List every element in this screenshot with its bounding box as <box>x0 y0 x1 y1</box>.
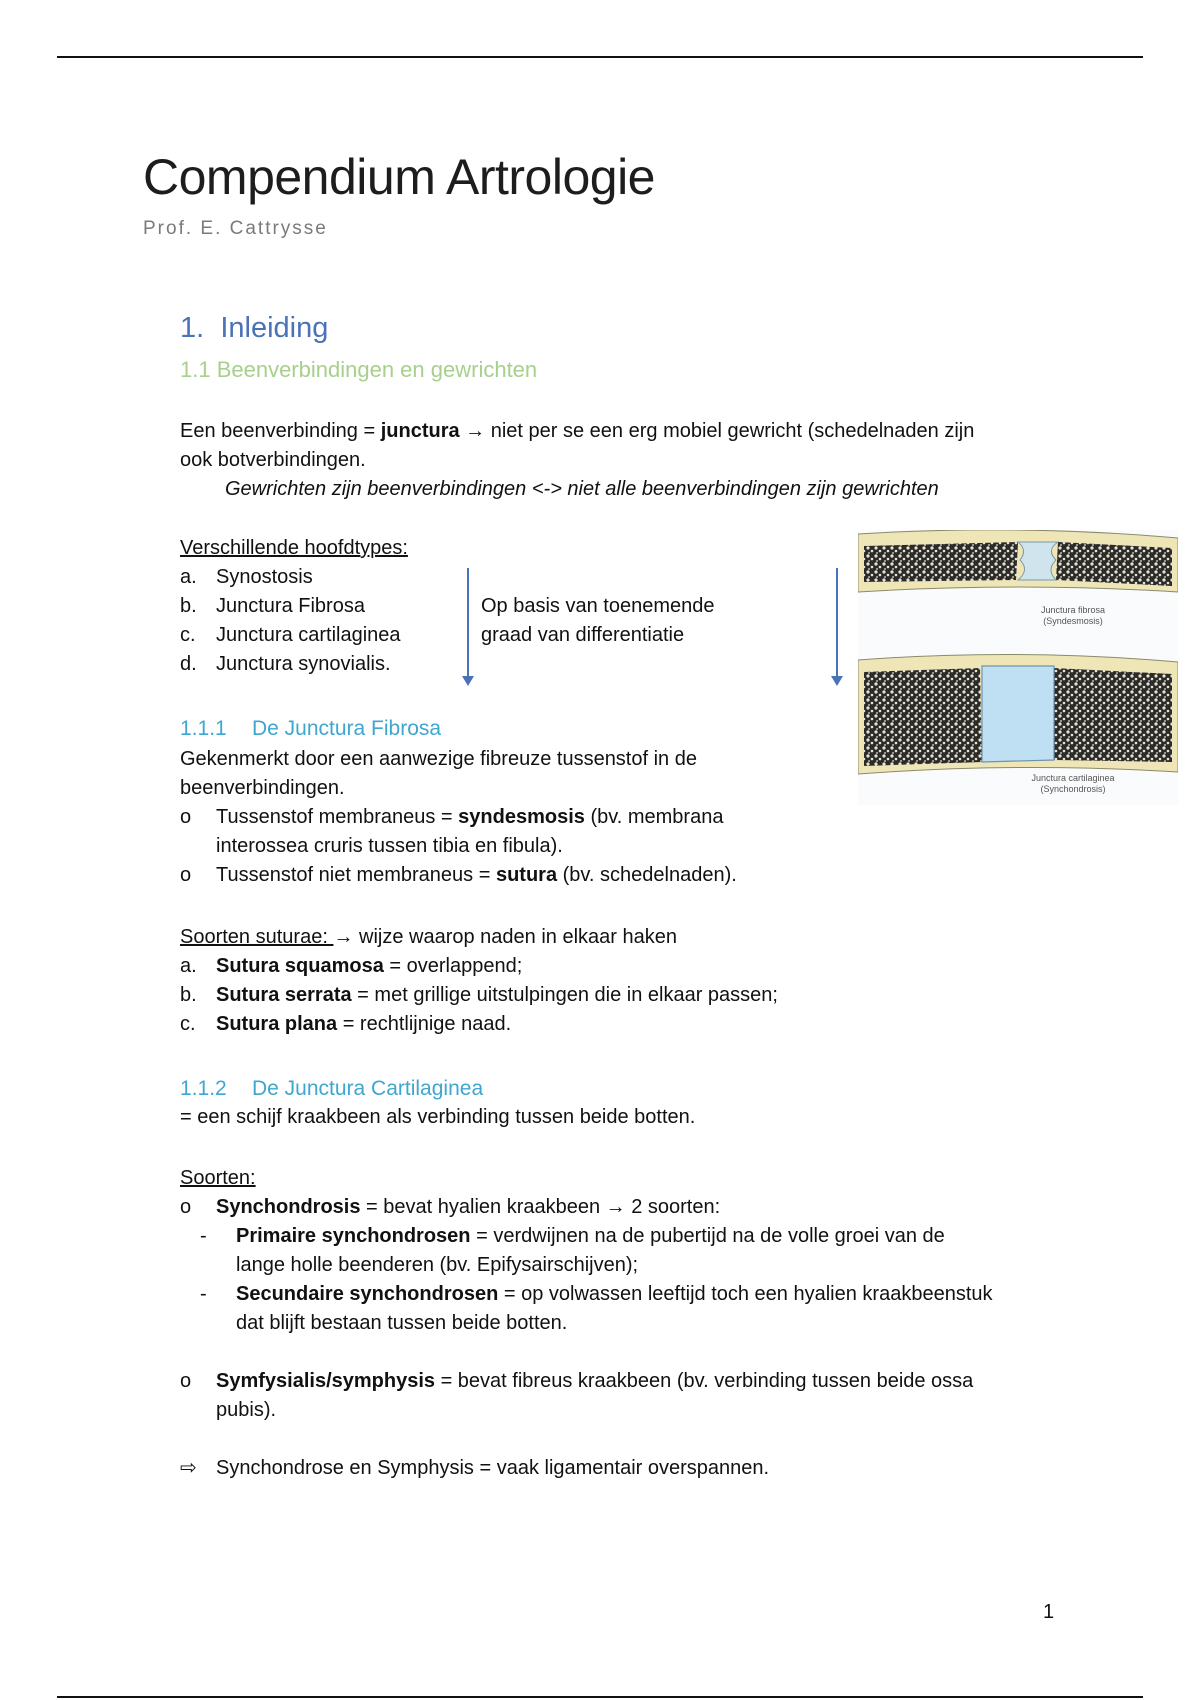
fibrosa-desc-2: beenverbindingen. <box>180 777 345 799</box>
list-marker: c. <box>180 624 196 646</box>
list-item <box>180 952 1080 981</box>
list-text: Tussenstof niet membraneus = <box>216 864 496 886</box>
list-text: = overlappend; <box>383 955 523 977</box>
figure-label-bottom-1: Junctura cartilaginea <box>1031 773 1115 783</box>
list-item <box>180 1193 1100 1222</box>
bottom-rule <box>57 1696 1143 1698</box>
list-marker: o <box>180 1370 192 1392</box>
list-marker: o <box>180 806 192 828</box>
heading-1-title: Inleiding <box>220 312 329 344</box>
list-marker: d. <box>180 653 197 675</box>
list-bold: Symfysialis/symphysis <box>216 1370 436 1392</box>
list-text: = op volwassen leeftijd toch een hyalien kraakbeenstuk <box>498 1283 993 1305</box>
heading-1-1-2-title: De Junctura Cartilaginea <box>252 1077 484 1100</box>
list-text-continued: dat blijft bestaan tussen beide botten. <box>236 1312 568 1334</box>
intro-text-b: → niet per se een erg mobiel gewricht (schedelnaden zijn <box>459 420 975 442</box>
note-line-2: graad van differentiatie <box>481 624 685 646</box>
list-item <box>180 1010 1080 1039</box>
figure-label-bottom <box>998 773 1148 795</box>
list-text: Tussenstof membraneus = <box>216 806 459 828</box>
intro-bold: junctura <box>380 420 460 442</box>
soorten-block <box>180 1164 1100 1483</box>
page-number: 1 <box>1043 1601 1055 1623</box>
list-marker: a. <box>180 566 197 588</box>
list-item <box>180 1280 1100 1338</box>
intro-italic: Gewrichten zijn beenverbindingen <-> niet alle beenverbindingen zijn gewrichten <box>225 478 939 500</box>
list-bold: Sutura serrata <box>216 984 352 1006</box>
fibrosa-desc-1: Gekenmerkt door een aanwezige fibreuze tussenstof in de <box>180 748 697 770</box>
list-item <box>180 981 1080 1010</box>
list-text: Synostosis <box>216 566 313 588</box>
list-marker: - <box>200 1283 207 1305</box>
list-text: (bv. schedelnaden). <box>557 864 737 886</box>
figure-label-bottom-2: (Synchondrosis) <box>1040 784 1106 794</box>
list-text-continued: lange holle beenderen (bv. Epifysairschijven); <box>236 1254 639 1276</box>
suturae-heading: Soorten suturae: <box>180 926 334 948</box>
list-bold: syndesmosis <box>458 806 585 828</box>
list-bold: Primaire synchondrosen <box>236 1225 471 1247</box>
heading-1 <box>180 312 328 345</box>
list-text: = bevat fibreus kraakbeen (bv. verbinding tussen beide ossa <box>435 1370 974 1392</box>
conclusion-item <box>180 1454 1100 1483</box>
note-line-1: Op basis van toenemende <box>481 595 715 617</box>
list-marker: a. <box>180 955 197 977</box>
cartilaginea-desc: = een schijf kraakbeen als verbinding tussen beide botten. <box>180 1106 696 1128</box>
list-bold: Sutura squamosa <box>216 955 384 977</box>
list-text: (bv. membrana <box>584 806 724 828</box>
list-text: Junctura Fibrosa <box>216 595 365 617</box>
figure-label-top-2: (Syndesmosis) <box>1043 616 1103 626</box>
list-marker: c. <box>180 1013 196 1035</box>
heading-1-1-2 <box>180 1077 483 1101</box>
junctura-illustration-svg <box>858 530 1178 805</box>
differentiation-arrow-left <box>467 568 469 680</box>
list-item <box>180 1222 1100 1280</box>
list-text: = verdwijnen na de pubertijd na de volle groei van de <box>470 1225 945 1247</box>
figure-label-top <box>998 605 1148 627</box>
heading-1-1-2-number: 1.1.2 <box>180 1077 227 1100</box>
conclusion-arrow-icon: ⇨ <box>180 1457 197 1479</box>
intro-text-a: Een beenverbinding = <box>180 420 381 442</box>
list-bold: sutura <box>495 864 558 886</box>
figure-label-top-1: Junctura fibrosa <box>1040 605 1106 615</box>
list-bold: Secundaire synchondrosen <box>236 1283 499 1305</box>
list-bold: Sutura plana <box>216 1013 338 1035</box>
heading-1-1-1-title: De Junctura Fibrosa <box>252 717 442 740</box>
differentiation-arrow-right <box>836 568 838 680</box>
heading-1-1-1-number: 1.1.1 <box>180 717 227 740</box>
list-text: = met grillige uitstulpingen die in elkaar passen; <box>351 984 778 1006</box>
differentiation-note <box>481 592 781 650</box>
list-item <box>180 803 820 861</box>
heading-1-1-1 <box>180 717 441 741</box>
heading-1-number: 1. <box>180 312 205 344</box>
list-text: = bevat hyalien kraakbeen → 2 soorten: <box>360 1196 721 1218</box>
list-marker: - <box>200 1225 207 1247</box>
list-item <box>180 1367 1100 1425</box>
document-title: Compendium Artrologie <box>143 149 655 205</box>
fibrosa-block <box>180 745 820 890</box>
list-text: Junctura synovialis. <box>216 653 391 675</box>
list-text: = rechtlijnige naad. <box>337 1013 512 1035</box>
list-marker: o <box>180 1196 192 1218</box>
heading-1-1: 1.1 Beenverbindingen en gewrichten <box>180 357 538 382</box>
list-text-continued: pubis). <box>216 1399 277 1421</box>
hoofdtypes-heading: Verschillende hoofdtypes: <box>180 537 408 559</box>
document-author: Prof. E. Cattrysse <box>143 218 328 239</box>
list-text: Junctura cartilaginea <box>216 624 401 646</box>
intro-text-c: ook botverbindingen. <box>180 449 366 471</box>
list-item <box>180 650 600 679</box>
intro-paragraph <box>180 417 1100 504</box>
suturae-block <box>180 923 1080 1039</box>
list-marker: o <box>180 864 192 886</box>
list-marker: b. <box>180 984 197 1006</box>
list-item <box>180 861 820 890</box>
junctura-illustration <box>858 530 1178 805</box>
suturae-heading-tail: → wijze waarop naden in elkaar haken <box>333 926 677 948</box>
list-bold: Synchondrosis <box>216 1196 361 1218</box>
top-rule <box>57 56 1143 58</box>
list-text-continued: interossea cruris tussen tibia en fibula). <box>216 835 563 857</box>
soorten-heading: Soorten: <box>180 1167 256 1189</box>
conclusion-text: Synchondrose en Symphysis = vaak ligamentair overspannen. <box>216 1457 770 1479</box>
list-marker: b. <box>180 595 197 617</box>
list-item <box>180 563 600 592</box>
